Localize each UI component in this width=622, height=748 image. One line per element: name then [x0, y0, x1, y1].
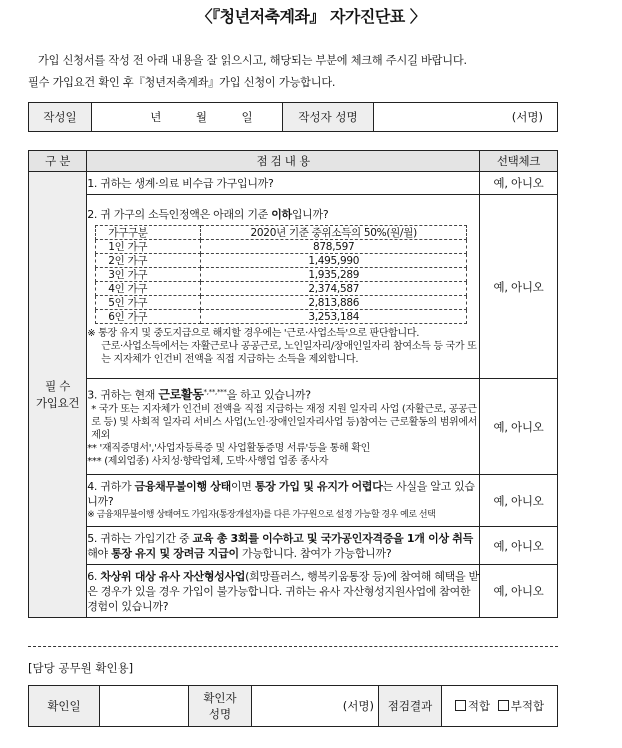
page-title: 〈『청년저축계좌』 자가진단표 〉 [196, 7, 426, 26]
income-row-household: 1인 가구 [96, 240, 201, 254]
question-5: 5. 귀하는 가입기간 중 교육 총 3회를 이수하고 및 국가공인자격증을 1개 이상 취득해야 통장 유지 및 장려금 지급이 가능합니다. 참여가 가능합니까? [87, 527, 480, 565]
answer-5[interactable]: 예, 아니오 [480, 527, 558, 565]
writer-name-label: 작성자 성명 [283, 103, 374, 132]
income-row-amount: 1,495,990 [201, 254, 467, 268]
income-header-amount: 2020년 기준 중위소득의 50%(원/월) [201, 226, 467, 240]
question-4: 4. 귀하가 금융채무불이행 상태이면 통장 가입 및 유지가 어렵다는 사실을 알고 있습니까? ※ 금융채무불이행 상태여도 가입자(통장개설자)를 다른 가구원으로 설정 가능할 경우 예로 선택 [87, 475, 480, 527]
answer-1[interactable]: 예, 아니오 [480, 172, 558, 195]
intro-line-1: 가입 신청서를 작성 전 아래 내용을 잘 읽으시고, 해당되는 부분에 체크해 주시길 바랍니다. [38, 54, 467, 67]
confirmer-label: 확인자 성명 [189, 686, 252, 727]
month-label: 월 [195, 110, 207, 124]
income-row-amount: 2,813,886 [201, 296, 467, 310]
question-6: 6. 차상위 대상 유사 자산형성사업(희망플러스, 행복키움통장 등)에 참여해 혜택을 받은 경우가 있을 경우 가입이 불가능합니다. 귀하는 유사 자산형성지원사업에 참여한 경험이 있습니까? [87, 565, 480, 618]
answer-2[interactable]: 예, 아니오 [480, 195, 558, 379]
income-row-household: 4인 가구 [96, 282, 201, 296]
cut-line [28, 646, 558, 647]
income-row-household: 2인 가구 [96, 254, 201, 268]
income-header-household: 가구구분 [96, 226, 201, 240]
question-1: 1. 귀하는 생계·의료 비수급 가구입니까? [87, 172, 480, 195]
header-category: 구 분 [29, 151, 87, 172]
result-unsuitable-option[interactable]: 부적합 [498, 698, 544, 714]
checkbox-icon[interactable] [498, 700, 509, 711]
income-row-household: 5인 가구 [96, 296, 201, 310]
question-3-note-1: * 국가 또는 지자체가 인건비 전액을 직접 지급하는 재정 지원 일자리 사업 (자활근로, 공공근로 등) 및 사회적 일자리 서비스 사업(노인·장애인일자리사업 등)참여는 근로활동의 범위에서 제외 [91, 403, 478, 441]
officer-heading: [담당 공무원 확인용] [28, 661, 134, 675]
officer-table [28, 685, 558, 727]
intro-line-2: 필수 가입요건 확인 후『청년저축계좌』가입 신청이 가능합니다. [28, 76, 336, 89]
income-table [95, 225, 467, 324]
header-select: 선택체크 [480, 151, 558, 172]
question-2: 2. 귀 가구의 소득인정액은 아래의 기준 이하입니까? 가구구분 2020년 기준 중위소득의 50%(원/월) 1인 가구 878,597 2인 가구 1,495,990 3인 가구 1,935,289 4인 가구 2,374,587 5인 가구 2,813,886 6인 가구 3,253,184 ※ 통장 유지 및 중도지급으로 해지할 경우에는 '근로·사업소득'으로 판단합니다. 근로·사업소득에서는 자활근로나 공공근로, 노인일자리/장애인일자리 참여소득 등 국가 또는 지자체가 인건비 전액을 직접 지급하는 소득을 제외합니다. [87, 195, 480, 379]
answer-4[interactable]: 예, 아니오 [480, 475, 558, 527]
intro-text [28, 50, 588, 94]
year-label: 년 [150, 110, 162, 124]
result-options [442, 686, 558, 727]
sign-label: (서명) [342, 699, 374, 713]
writer-sign-field[interactable] [374, 103, 558, 132]
answer-6[interactable]: 예, 아니오 [480, 565, 558, 618]
question-2-note-1: ※ 통장 유지 및 중도지급으로 해지할 경우에는 '근로·사업소득'으로 판단합니다. [87, 328, 420, 339]
confirm-date-field[interactable] [100, 686, 189, 727]
income-row-household: 3인 가구 [96, 268, 201, 282]
income-row-amount: 878,597 [201, 240, 467, 254]
writer-table [28, 102, 558, 132]
checkbox-icon[interactable] [455, 700, 466, 711]
income-row-amount: 2,374,587 [201, 282, 467, 296]
question-3: 3. 귀하는 현재 근로활동*,**,***을 하고 있습니까? * 국가 또는 지자체가 인건비 전액을 직접 지급하는 재정 지원 일자리 사업 (자활근로, 공공근로 등) 및 사회적 일자리 서비스 사업(노인·장애인일자리사업 등)참여는 근로활동의 범위에서 제외 ** '재직증명서','사업자등록증 및 사업활동증명 서류'등을 통해 확인 *** (제외업종) 사치성·향락업체, 도박·사행업 업종 종사자 [87, 379, 480, 475]
category-required: 필 수 가입요건 [29, 172, 87, 618]
question-3-note-2: ** '재직증명서','사업자등록증 및 사업활동증명 서류'등을 통해 확인 [87, 442, 370, 454]
date-label: 작성일 [29, 103, 92, 132]
date-field[interactable] [92, 103, 283, 132]
question-3-note-3: *** (제외업종) 사치성·향락업체, 도박·사행업 업종 종사자 [87, 455, 329, 467]
checklist-table [28, 150, 558, 618]
income-row-amount: 1,935,289 [201, 268, 467, 282]
question-2-note-2: 근로·사업소득에서는 자활근로나 공공근로, 노인일자리/장애인일자리 참여소득 등 국가 또는 지자체가 인건비 전액을 직접 지급하는 소득을 제외합니다. [101, 341, 477, 365]
result-suitable-option[interactable]: 적합 [455, 698, 490, 714]
sign-label: (서명) [511, 110, 543, 124]
income-row-amount: 3,253,184 [201, 310, 467, 324]
confirmer-sign-field[interactable] [252, 686, 379, 727]
confirm-date-label: 확인일 [29, 686, 100, 727]
day-label: 일 [241, 110, 253, 124]
header-content: 점 검 내 용 [87, 151, 480, 172]
result-label: 점검결과 [379, 686, 442, 727]
question-4-note: ※ 금융채무불이행 상태여도 가입자(통장개설자)를 다른 가구원으로 설정 가능할 경우 예로 선택 [87, 510, 436, 520]
income-row-household: 6인 가구 [96, 310, 201, 324]
answer-3[interactable]: 예, 아니오 [480, 379, 558, 475]
